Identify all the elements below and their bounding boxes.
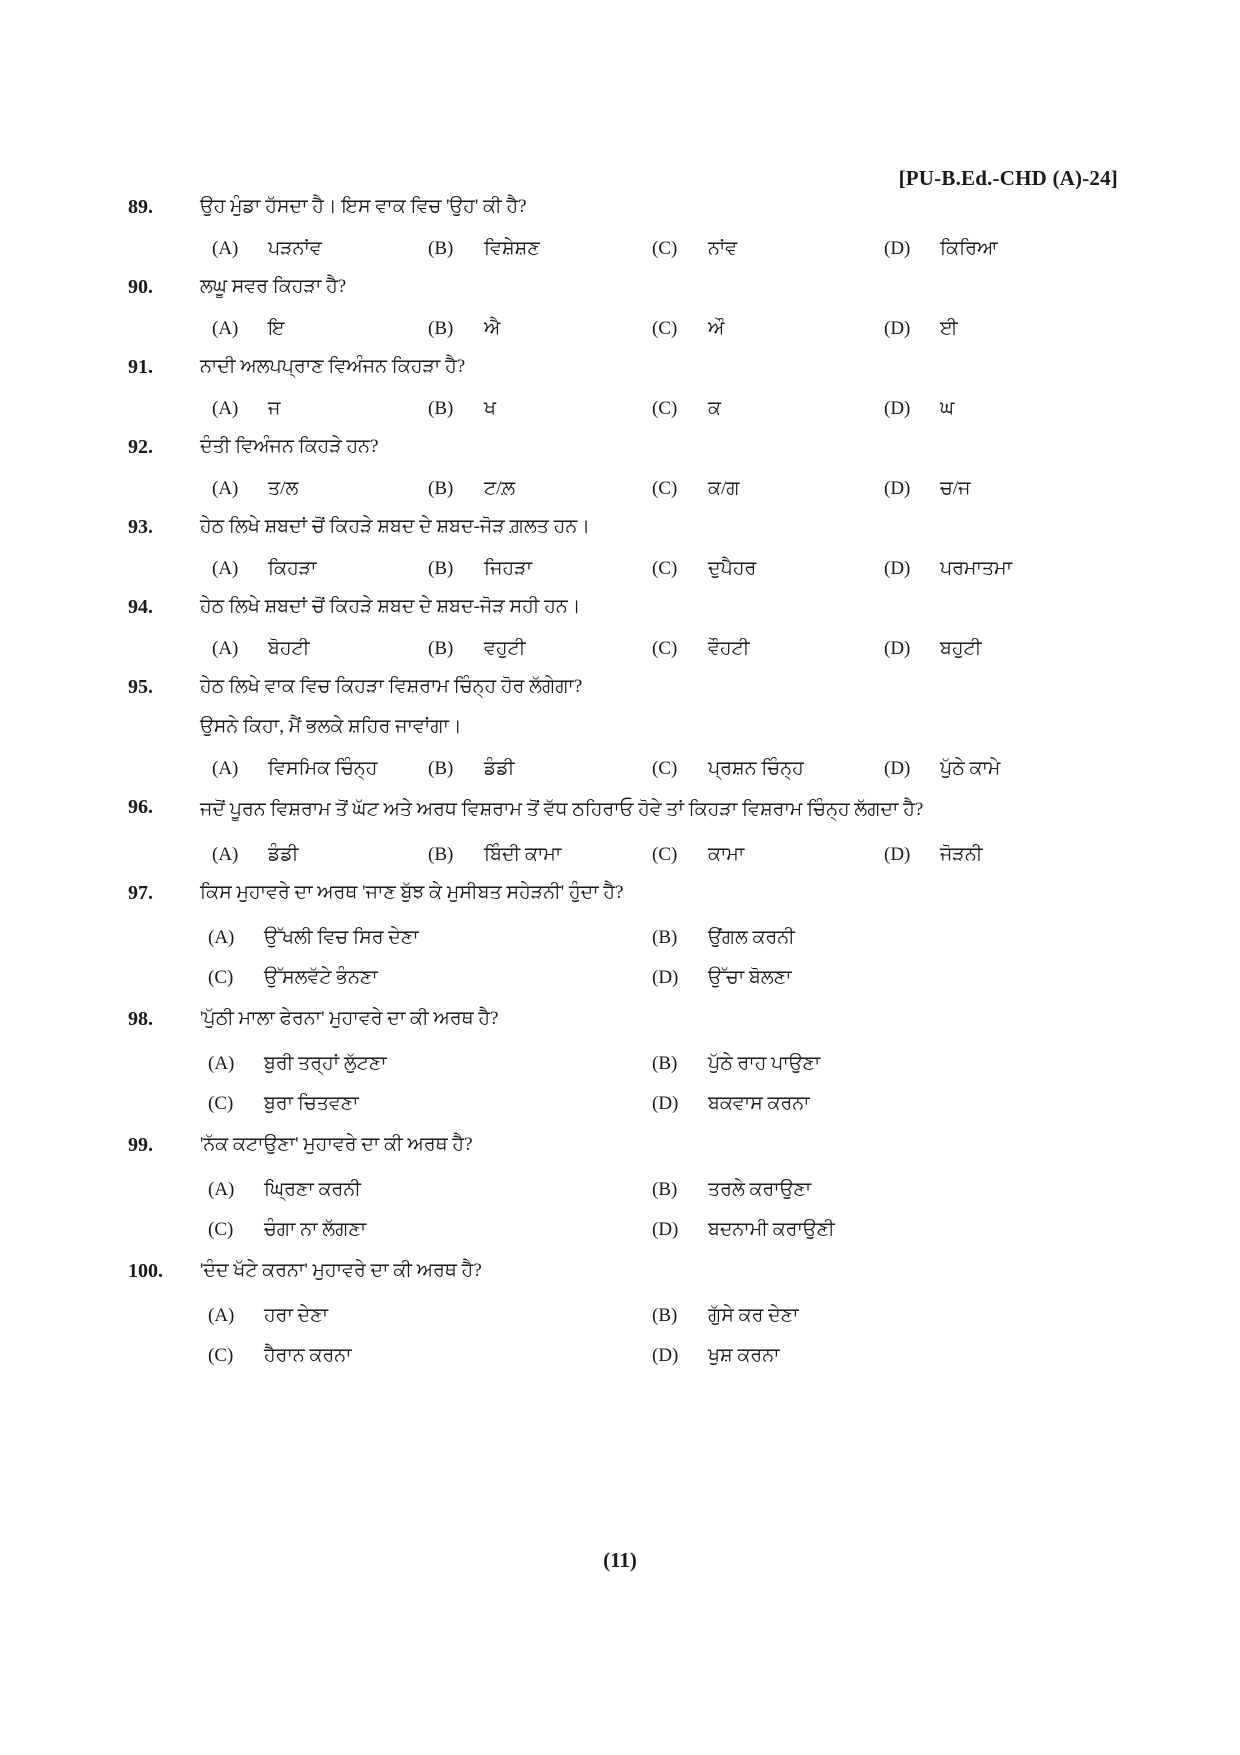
options xyxy=(212,312,1138,346)
option-c: (C) ਕਾਮਾ xyxy=(652,844,745,865)
question-96 xyxy=(128,792,1138,828)
question-list xyxy=(128,192,1138,1376)
question-text: 'ਨੱਕ ਕਟਾਉਣਾ' ਮੁਹਾਵਰੇ ਦਾ ਕੀ ਅਰਥ ਹੈ? xyxy=(200,1134,473,1155)
option-b: (B) ਗੁੱਸੇ ਕਰ ਦੇਣਾ xyxy=(652,1305,799,1326)
option-a: (A) ਵਿਸਮਿਕ ਚਿੰਨ੍ਹ xyxy=(212,758,378,779)
option-c: (C) ਉੱਸਲਵੱਟੇ ਭੰਨਣਾ xyxy=(208,967,378,988)
question-text: ਨਾਦੀ ਅਲਪਪ੍ਰਾਣ ਵਿਅੰਜਨ ਕਿਹੜਾ ਹੈ? xyxy=(200,356,466,377)
options xyxy=(212,232,1138,266)
question-95 xyxy=(128,672,1138,742)
question-number: 91. xyxy=(128,356,153,378)
option-d: (D) ਚ/ਜ xyxy=(884,478,971,499)
options xyxy=(208,1044,1138,1124)
option-d: (D) ਬਕਵਾਸ ਕਰਨਾ xyxy=(652,1093,810,1114)
question-100 xyxy=(128,1256,1138,1286)
question-text xyxy=(200,672,1138,742)
options xyxy=(212,838,1138,872)
option-d: (D) ਖੁਸ਼ ਕਰਨਾ xyxy=(652,1345,780,1366)
option-d: (D) ਉੱਚਾ ਬੋਲਣਾ xyxy=(652,967,792,988)
option-a: (A) ਘ੍ਰਿਣਾ ਕਰਨੀ xyxy=(208,1179,361,1200)
question-number: 98. xyxy=(128,1008,153,1030)
option-a: (A) ਇ xyxy=(212,318,285,339)
paper-code: [PU-B.Ed.-CHD (A)-24] xyxy=(898,166,1118,190)
option-d: (D) ਪਰਮਾਤਮਾ xyxy=(884,558,1013,579)
option-a: (A) ਬੋਹਟੀ xyxy=(212,638,310,659)
option-d: (D) ਬਦਨਾਮੀ ਕਰਾਉਣੀ xyxy=(652,1219,835,1240)
option-b: (B) ਵਹੁਟੀ xyxy=(428,638,526,659)
option-a: (A) ਤ/ਲ xyxy=(212,478,299,499)
options xyxy=(212,752,1138,786)
option-a: (A) ਬੁਰੀ ਤਰ੍ਹਾਂ ਲੁੱਟਣਾ xyxy=(208,1053,387,1074)
question-text: 'ਦੰਦ ਖੱਟੇ ਕਰਨਾ' ਮੁਹਾਵਰੇ ਦਾ ਕੀ ਅਰਥ ਹੈ? xyxy=(200,1260,482,1281)
option-b: (B) ਬਿੰਦੀ ਕਾਮਾ xyxy=(428,844,562,865)
question-98 xyxy=(128,1004,1138,1034)
option-b: (B) ਡੰਡੀ xyxy=(428,758,515,779)
option-a: (A) ਡੰਡੀ xyxy=(212,844,299,865)
question-92 xyxy=(128,432,1138,462)
option-d: (D) ਕਿਰਿਆ xyxy=(884,238,998,259)
option-b: (B) ਤਰਲੇ ਕਰਾਉਣਾ xyxy=(652,1179,812,1200)
question-number: 93. xyxy=(128,516,153,538)
question-number: 92. xyxy=(128,436,153,458)
option-c: (C) ਕ xyxy=(652,398,721,419)
option-d: (D) ਈ xyxy=(884,318,958,339)
options xyxy=(212,392,1138,426)
option-a: (A) ਹਰਾ ਦੇਣਾ xyxy=(208,1305,329,1326)
option-c: (C) ਬੁਰਾ ਚਿਤਵਣਾ xyxy=(208,1093,359,1114)
options xyxy=(208,918,1138,998)
option-c: (C) ਵੌਹਟੀ xyxy=(652,638,750,659)
option-c: (C) ਕ/ਗ xyxy=(652,478,740,499)
question-number: 95. xyxy=(128,676,153,698)
options xyxy=(212,472,1138,506)
question-93 xyxy=(128,512,1138,542)
question-94 xyxy=(128,592,1138,622)
option-d: (D) ਪੁੱਠੇ ਕਾਮੇ xyxy=(884,758,1001,779)
option-b: (B) ਐ xyxy=(428,318,501,339)
option-a: (A) ਉੱਖਲੀ ਵਿਚ ਸਿਰ ਦੇਣਾ xyxy=(208,927,419,948)
options xyxy=(208,1170,1138,1250)
option-c: (C) ਪ੍ਰਸ਼ਨ ਚਿੰਨ੍ਹ xyxy=(652,758,804,779)
option-c: (C) ਔ xyxy=(652,318,725,339)
option-b: (B) ਉਂਗਲ ਕਰਨੀ xyxy=(652,927,795,948)
question-99 xyxy=(128,1130,1138,1160)
question-number: 97. xyxy=(128,882,153,904)
question-number: 99. xyxy=(128,1134,153,1156)
option-d: (D) ਬਹੁਟੀ xyxy=(884,638,982,659)
options xyxy=(208,1296,1138,1376)
question-text: ਉਹ ਮੁੰਡਾ ਹੱਸਦਾ ਹੈ। ਇਸ ਵਾਕ ਵਿਚ 'ਉਹ' ਕੀ ਹੈ? xyxy=(200,196,527,217)
option-b: (B) ਖ xyxy=(428,398,497,419)
question-number: 94. xyxy=(128,596,153,618)
option-d: (D) ਘ xyxy=(884,398,955,419)
question-sentence: ਉਸਨੇ ਕਿਹਾ, ਮੈਂ ਭਲਕੇ ਸ਼ਹਿਰ ਜਾਵਾਂਗਾ। xyxy=(200,716,462,737)
option-c: (C) ਚੰਗਾ ਨਾ ਲੱਗਣਾ xyxy=(208,1219,367,1240)
question-text: 'ਪੁੱਠੀ ਮਾਲਾ ਫੇਰਨਾ' ਮੁਹਾਵਰੇ ਦਾ ਕੀ ਅਰਥ ਹੈ? xyxy=(200,1008,499,1029)
question-number: 96. xyxy=(128,796,153,818)
question-number: 90. xyxy=(128,276,153,298)
question-text: ਹੇਠ ਲਿਖੇ ਸ਼ਬਦਾਂ ਚੋਂ ਕਿਹੜੇ ਸ਼ਬਦ ਦੇ ਸ਼ਬਦ-ਜੋੜ ਗ਼ਲਤ ਹਨ। xyxy=(200,516,591,537)
question-stem: ਹੇਠ ਲਿਖੇ ਵਾਕ ਵਿਚ ਕਿਹੜਾ ਵਿਸ਼ਰਾਮ ਚਿੰਨ੍ਹ ਹੋਰ ਲੱਗੇਗਾ? xyxy=(200,676,583,697)
option-c: (C) ਨਾਂਵ xyxy=(652,238,738,259)
option-c: (C) ਦੁਪੈਹਰ xyxy=(652,558,757,579)
page-number: (11) xyxy=(603,1548,637,1572)
question-97 xyxy=(128,878,1138,908)
question-number: 89. xyxy=(128,196,153,218)
option-b: (B) ਵਿਸ਼ੇਸ਼ਣ xyxy=(428,238,540,259)
question-number: 100. xyxy=(128,1260,163,1282)
question-text: ਜਦੋਂ ਪੂਰਨ ਵਿਸ਼ਰਾਮ ਤੋਂ ਘੱਟ ਅਤੇ ਅਰਧ ਵਿਸ਼ਰਾਮ ਤੋਂ ਵੱਧ ਠਹਿਰਾਓ ਹੋਵੇ ਤਾਂ ਕਿਹੜਾ ਵਿਸ਼ਰਾਮ ਚਿੰਨ੍ਹ ਲੱਗਦਾ ਹੈ? xyxy=(200,799,924,820)
question-text: ਲਘੂ ਸਵਰ ਕਿਹੜਾ ਹੈ? xyxy=(200,276,347,297)
question-89 xyxy=(128,192,1138,222)
question-text: ਦੰਤੀ ਵਿਅੰਜਨ ਕਿਹੜੇ ਹਨ? xyxy=(200,436,379,457)
options xyxy=(212,552,1138,586)
question-text: ਹੇਠ ਲਿਖੇ ਸ਼ਬਦਾਂ ਚੋਂ ਕਿਹੜੇ ਸ਼ਬਦ ਦੇ ਸ਼ਬਦ-ਜੋੜ ਸਹੀ ਹਨ। xyxy=(200,596,581,617)
option-b: (B) ਜਿਹੜਾ xyxy=(428,558,533,579)
option-a: (A) ਪੜਨਾਂਵ xyxy=(212,238,322,259)
option-c: (C) ਹੈਰਾਨ ਕਰਨਾ xyxy=(208,1345,352,1366)
question-90 xyxy=(128,272,1138,302)
option-d: (D) ਜੋੜਨੀ xyxy=(884,844,983,865)
options xyxy=(212,632,1138,666)
question-text: ਕਿਸ ਮੁਹਾਵਰੇ ਦਾ ਅਰਥ 'ਜਾਣ ਬੁੱਝ ਕੇ ਮੁਸੀਬਤ ਸਹੇੜਨੀ' ਹੁੰਦਾ ਹੈ? xyxy=(200,882,624,903)
option-a: (A) ਕਿਹੜਾ xyxy=(212,558,317,579)
option-a: (A) ਜ xyxy=(212,398,281,419)
option-b: (B) ਪੁੱਠੇ ਰਾਹ ਪਾਉਣਾ xyxy=(652,1053,821,1074)
question-91 xyxy=(128,352,1138,382)
option-b: (B) ਟ/ਲ਼ xyxy=(428,478,516,499)
